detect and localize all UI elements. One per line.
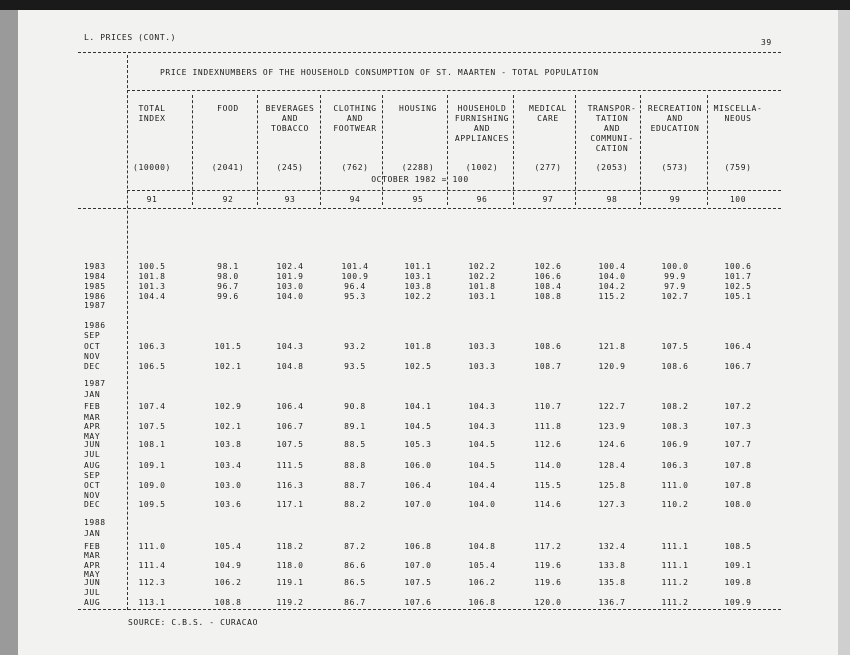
table-cell: 111.0 bbox=[138, 542, 166, 551]
page-number: 39 bbox=[761, 38, 772, 47]
table-cell: 104.5 bbox=[404, 422, 432, 431]
table-cell: 111.4 bbox=[138, 561, 166, 570]
column-header: CLOTHING bbox=[333, 104, 377, 113]
column-weight: (573) bbox=[661, 163, 689, 172]
row-label: JUL bbox=[84, 450, 101, 459]
column-weight: (277) bbox=[534, 163, 562, 172]
table-cell: 117.2 bbox=[534, 542, 562, 551]
table-cell: 104.0 bbox=[276, 292, 304, 301]
column-header: TATION bbox=[595, 114, 629, 123]
column-number: 99 bbox=[669, 195, 681, 204]
table-cell: 101.8 bbox=[404, 342, 432, 351]
table-cell: 103.6 bbox=[214, 500, 242, 509]
row-label: JUN bbox=[84, 440, 101, 449]
column-rule bbox=[127, 55, 128, 610]
table-cell: 93.5 bbox=[344, 362, 366, 371]
table-cell: 107.5 bbox=[404, 578, 432, 587]
table-cell: 108.7 bbox=[534, 362, 562, 371]
table-cell: 123.9 bbox=[598, 422, 626, 431]
table-cell: 109.9 bbox=[724, 598, 752, 607]
table-cell: 88.5 bbox=[344, 440, 366, 449]
table-cell: 113.1 bbox=[138, 598, 166, 607]
column-header: INDEX bbox=[138, 114, 166, 123]
table-cell: 105.1 bbox=[724, 292, 752, 301]
table-cell: 108.6 bbox=[661, 362, 689, 371]
scan-left-edge bbox=[0, 10, 18, 655]
table-cell: 125.8 bbox=[598, 481, 626, 490]
table-cell: 132.4 bbox=[598, 542, 626, 551]
table-cell: 110.2 bbox=[661, 500, 689, 509]
table-cell: 111.5 bbox=[276, 461, 304, 470]
table-cell: 124.6 bbox=[598, 440, 626, 449]
table-cell: 93.2 bbox=[344, 342, 366, 351]
table-cell: 107.5 bbox=[661, 342, 689, 351]
table-cell: 107.5 bbox=[276, 440, 304, 449]
column-number: 96 bbox=[476, 195, 488, 204]
row-label: 1983 bbox=[84, 262, 106, 271]
table-cell: 110.7 bbox=[534, 402, 562, 411]
row-label: 1985 bbox=[84, 282, 106, 291]
row-label: FEB bbox=[84, 402, 101, 411]
divider bbox=[78, 208, 781, 209]
column-weight: (10000) bbox=[133, 163, 171, 172]
table-cell: 88.7 bbox=[344, 481, 366, 490]
table-cell: 100.5 bbox=[138, 262, 166, 271]
column-header: AND bbox=[281, 114, 299, 123]
column-number: 98 bbox=[606, 195, 618, 204]
table-cell: 106.6 bbox=[534, 272, 562, 281]
table-cell: 103.8 bbox=[214, 440, 242, 449]
table-cell: 88.2 bbox=[344, 500, 366, 509]
table-cell: 96.7 bbox=[217, 282, 239, 291]
column-weight: (1002) bbox=[465, 163, 499, 172]
table-cell: 109.1 bbox=[724, 561, 752, 570]
table-cell: 108.4 bbox=[534, 282, 562, 291]
column-number: 97 bbox=[542, 195, 554, 204]
column-weight: (762) bbox=[341, 163, 369, 172]
table-cell: 102.2 bbox=[468, 262, 496, 271]
table-cell: 104.4 bbox=[468, 481, 496, 490]
table-cell: 106.8 bbox=[404, 542, 432, 551]
table-cell: 98.0 bbox=[217, 272, 239, 281]
column-header: AND bbox=[473, 124, 491, 133]
table-cell: 104.8 bbox=[276, 362, 304, 371]
row-label: DEC bbox=[84, 500, 101, 509]
column-header: CARE bbox=[537, 114, 559, 123]
table-cell: 102.5 bbox=[404, 362, 432, 371]
table-cell: 104.4 bbox=[138, 292, 166, 301]
table-cell: 122.7 bbox=[598, 402, 626, 411]
table-cell: 108.1 bbox=[138, 440, 166, 449]
column-header: COMMUNI- bbox=[590, 134, 634, 143]
table-cell: 107.4 bbox=[138, 402, 166, 411]
column-header: AND bbox=[346, 114, 364, 123]
row-label: MAR bbox=[84, 551, 101, 560]
table-cell: 103.0 bbox=[214, 481, 242, 490]
table-cell: 114.6 bbox=[534, 500, 562, 509]
column-header: TOBACCO bbox=[271, 124, 309, 133]
column-separator bbox=[707, 95, 708, 205]
row-label: AUG bbox=[84, 598, 101, 607]
row-label: APR bbox=[84, 561, 101, 570]
table-cell: 119.6 bbox=[534, 578, 562, 587]
column-header: BEVERAGES bbox=[265, 104, 315, 113]
table-cell: 103.0 bbox=[276, 282, 304, 291]
table-cell: 111.2 bbox=[661, 578, 689, 587]
table-cell: 105.4 bbox=[468, 561, 496, 570]
table-cell: 108.2 bbox=[661, 402, 689, 411]
table-cell: 87.2 bbox=[344, 542, 366, 551]
table-cell: 101.1 bbox=[404, 262, 432, 271]
column-header: FOOD bbox=[217, 104, 239, 113]
table-cell: 115.5 bbox=[534, 481, 562, 490]
column-separator bbox=[513, 95, 514, 205]
column-header: HOUSEHOLD bbox=[457, 104, 507, 113]
table-cell: 108.0 bbox=[724, 500, 752, 509]
table-cell: 106.0 bbox=[404, 461, 432, 470]
column-weight: (2041) bbox=[211, 163, 245, 172]
row-label: JAN bbox=[84, 529, 101, 538]
column-number: 94 bbox=[349, 195, 361, 204]
table-cell: 103.1 bbox=[468, 292, 496, 301]
row-label: FEB bbox=[84, 542, 101, 551]
table-cell: 107.8 bbox=[724, 461, 752, 470]
column-header: CATION bbox=[595, 144, 629, 153]
table-cell: 105.3 bbox=[404, 440, 432, 449]
table-cell: 107.5 bbox=[138, 422, 166, 431]
table-cell: 109.5 bbox=[138, 500, 166, 509]
table-cell: 104.5 bbox=[468, 461, 496, 470]
column-header: EDUCATION bbox=[650, 124, 700, 133]
table-cell: 119.1 bbox=[276, 578, 304, 587]
table-cell: 100.9 bbox=[341, 272, 369, 281]
table-cell: 106.3 bbox=[661, 461, 689, 470]
table-cell: 109.0 bbox=[138, 481, 166, 490]
table-cell: 116.3 bbox=[276, 481, 304, 490]
table-cell: 109.8 bbox=[724, 578, 752, 587]
table-cell: 107.2 bbox=[724, 402, 752, 411]
column-header: AND bbox=[603, 124, 621, 133]
table-cell: 106.5 bbox=[138, 362, 166, 371]
row-label: MAR bbox=[84, 413, 101, 422]
table-cell: 120.0 bbox=[534, 598, 562, 607]
column-header: NEOUS bbox=[724, 114, 752, 123]
row-label: 1987 bbox=[84, 301, 106, 310]
table-cell: 133.8 bbox=[598, 561, 626, 570]
table-cell: 101.3 bbox=[138, 282, 166, 291]
table-cell: 95.3 bbox=[344, 292, 366, 301]
row-label: MAY bbox=[84, 570, 101, 579]
column-header: AND bbox=[666, 114, 684, 123]
table-cell: 104.9 bbox=[214, 561, 242, 570]
row-label: JUL bbox=[84, 588, 101, 597]
row-label: JAN bbox=[84, 390, 101, 399]
column-number: 93 bbox=[284, 195, 296, 204]
row-label: MAY bbox=[84, 432, 101, 441]
section-title: L. PRICES (CONT.) bbox=[84, 33, 177, 42]
table-cell: 119.2 bbox=[276, 598, 304, 607]
column-header: TRANSPOR- bbox=[587, 104, 637, 113]
column-weight: (245) bbox=[276, 163, 304, 172]
row-label: 1984 bbox=[84, 272, 106, 281]
table-cell: 109.1 bbox=[138, 461, 166, 470]
table-cell: 106.7 bbox=[724, 362, 752, 371]
table-cell: 99.6 bbox=[217, 292, 239, 301]
base-note: OCTOBER 1982 = 100 bbox=[371, 175, 469, 184]
table-cell: 119.6 bbox=[534, 561, 562, 570]
table-cell: 111.8 bbox=[534, 422, 562, 431]
column-number: 100 bbox=[729, 195, 747, 204]
table-cell: 102.2 bbox=[468, 272, 496, 281]
column-header: HOUSING bbox=[399, 104, 437, 113]
table-cell: 121.8 bbox=[598, 342, 626, 351]
table-cell: 104.3 bbox=[276, 342, 304, 351]
table-cell: 106.4 bbox=[276, 402, 304, 411]
divider bbox=[127, 90, 781, 91]
table-cell: 102.2 bbox=[404, 292, 432, 301]
table-cell: 103.3 bbox=[468, 362, 496, 371]
scan-right-edge bbox=[838, 10, 850, 655]
row-label: NOV bbox=[84, 491, 101, 500]
column-weight: (2053) bbox=[595, 163, 629, 172]
table-cell: 103.1 bbox=[404, 272, 432, 281]
table-cell: 98.1 bbox=[217, 262, 239, 271]
row-label: SEP bbox=[84, 331, 101, 340]
table-cell: 104.3 bbox=[468, 422, 496, 431]
table-cell: 108.3 bbox=[661, 422, 689, 431]
column-separator bbox=[640, 95, 641, 205]
table-cell: 106.7 bbox=[276, 422, 304, 431]
column-number: 92 bbox=[222, 195, 234, 204]
row-label: 1986 bbox=[84, 292, 106, 301]
table-cell: 107.8 bbox=[724, 481, 752, 490]
table-cell: 112.6 bbox=[534, 440, 562, 449]
table-cell: 100.4 bbox=[598, 262, 626, 271]
table-cell: 97.9 bbox=[664, 282, 686, 291]
table-cell: 106.4 bbox=[724, 342, 752, 351]
table-cell: 88.8 bbox=[344, 461, 366, 470]
table-cell: 106.2 bbox=[214, 578, 242, 587]
table-cell: 127.3 bbox=[598, 500, 626, 509]
table-cell: 120.9 bbox=[598, 362, 626, 371]
table-cell: 103.4 bbox=[214, 461, 242, 470]
table-cell: 106.2 bbox=[468, 578, 496, 587]
table-cell: 86.7 bbox=[344, 598, 366, 607]
column-header: RECREATION bbox=[647, 104, 703, 113]
table-cell: 102.1 bbox=[214, 422, 242, 431]
column-separator bbox=[382, 95, 383, 205]
table-cell: 108.5 bbox=[724, 542, 752, 551]
table-cell: 89.1 bbox=[344, 422, 366, 431]
table-cell: 102.5 bbox=[724, 282, 752, 291]
table-cell: 100.6 bbox=[724, 262, 752, 271]
table-cell: 104.5 bbox=[468, 440, 496, 449]
table-cell: 101.8 bbox=[468, 282, 496, 291]
table-cell: 108.8 bbox=[534, 292, 562, 301]
table-cell: 107.0 bbox=[404, 561, 432, 570]
row-label: 1988 bbox=[84, 518, 106, 527]
table-cell: 106.8 bbox=[468, 598, 496, 607]
table-cell: 104.0 bbox=[598, 272, 626, 281]
column-separator bbox=[320, 95, 321, 205]
table-cell: 102.4 bbox=[276, 262, 304, 271]
table-cell: 111.0 bbox=[661, 481, 689, 490]
row-label: SEP bbox=[84, 471, 101, 480]
table-cell: 118.0 bbox=[276, 561, 304, 570]
table-cell: 111.2 bbox=[661, 598, 689, 607]
table-cell: 136.7 bbox=[598, 598, 626, 607]
table-cell: 101.8 bbox=[138, 272, 166, 281]
column-header: MISCELLA- bbox=[713, 104, 763, 113]
row-label: AUG bbox=[84, 461, 101, 470]
table-cell: 108.8 bbox=[214, 598, 242, 607]
table-cell: 106.9 bbox=[661, 440, 689, 449]
table-cell: 86.5 bbox=[344, 578, 366, 587]
table-cell: 108.6 bbox=[534, 342, 562, 351]
table-cell: 111.1 bbox=[661, 561, 689, 570]
table-cell: 111.1 bbox=[661, 542, 689, 551]
column-weight: (759) bbox=[724, 163, 752, 172]
column-header: APPLIANCES bbox=[454, 134, 510, 143]
column-separator bbox=[447, 95, 448, 205]
table-cell: 103.8 bbox=[404, 282, 432, 291]
column-weight: (2288) bbox=[401, 163, 435, 172]
table-cell: 86.6 bbox=[344, 561, 366, 570]
column-header: MEDICAL bbox=[529, 104, 567, 113]
row-label: OCT bbox=[84, 481, 101, 490]
table-cell: 117.1 bbox=[276, 500, 304, 509]
column-number: 91 bbox=[146, 195, 158, 204]
table-cell: 104.0 bbox=[468, 500, 496, 509]
table-cell: 104.2 bbox=[598, 282, 626, 291]
table-cell: 112.3 bbox=[138, 578, 166, 587]
column-header: FURNISHING bbox=[454, 114, 510, 123]
table-cell: 90.8 bbox=[344, 402, 366, 411]
table-cell: 102.6 bbox=[534, 262, 562, 271]
source-note: SOURCE: C.B.S. - CURACAO bbox=[128, 618, 258, 627]
table-cell: 103.3 bbox=[468, 342, 496, 351]
column-separator bbox=[192, 95, 193, 205]
divider bbox=[127, 190, 781, 191]
table-cell: 102.9 bbox=[214, 402, 242, 411]
row-label: 1986 bbox=[84, 321, 106, 330]
row-label: NOV bbox=[84, 352, 101, 361]
table-cell: 106.3 bbox=[138, 342, 166, 351]
column-separator bbox=[257, 95, 258, 205]
table-cell: 102.1 bbox=[214, 362, 242, 371]
divider bbox=[78, 52, 781, 53]
table-cell: 104.8 bbox=[468, 542, 496, 551]
column-header: TOTAL bbox=[138, 104, 166, 113]
table-cell: 118.2 bbox=[276, 542, 304, 551]
row-label: 1987 bbox=[84, 379, 106, 388]
table-cell: 101.9 bbox=[276, 272, 304, 281]
table-cell: 107.3 bbox=[724, 422, 752, 431]
column-separator bbox=[575, 95, 576, 205]
table-cell: 96.4 bbox=[344, 282, 366, 291]
table-cell: 100.0 bbox=[661, 262, 689, 271]
column-header: FOOTWEAR bbox=[333, 124, 377, 133]
table-cell: 102.7 bbox=[661, 292, 689, 301]
row-label: APR bbox=[84, 422, 101, 431]
table-cell: 135.8 bbox=[598, 578, 626, 587]
table-cell: 101.7 bbox=[724, 272, 752, 281]
table-cell: 104.1 bbox=[404, 402, 432, 411]
row-label: JUN bbox=[84, 578, 101, 587]
table-cell: 114.0 bbox=[534, 461, 562, 470]
table-cell: 107.6 bbox=[404, 598, 432, 607]
table-cell: 107.7 bbox=[724, 440, 752, 449]
table-cell: 104.3 bbox=[468, 402, 496, 411]
row-label: DEC bbox=[84, 362, 101, 371]
column-number: 95 bbox=[412, 195, 424, 204]
table-cell: 101.5 bbox=[214, 342, 242, 351]
row-label: OCT bbox=[84, 342, 101, 351]
table-cell: 128.4 bbox=[598, 461, 626, 470]
divider bbox=[78, 609, 781, 610]
table-title: PRICE INDEXNUMBERS OF THE HOUSEHOLD CONSUMPTION OF ST. MAARTEN - TOTAL POPULATION bbox=[160, 68, 599, 77]
table-cell: 99.9 bbox=[664, 272, 686, 281]
table-cell: 105.4 bbox=[214, 542, 242, 551]
table-cell: 106.4 bbox=[404, 481, 432, 490]
table-cell: 115.2 bbox=[598, 292, 626, 301]
table-cell: 107.0 bbox=[404, 500, 432, 509]
table-cell: 101.4 bbox=[341, 262, 369, 271]
